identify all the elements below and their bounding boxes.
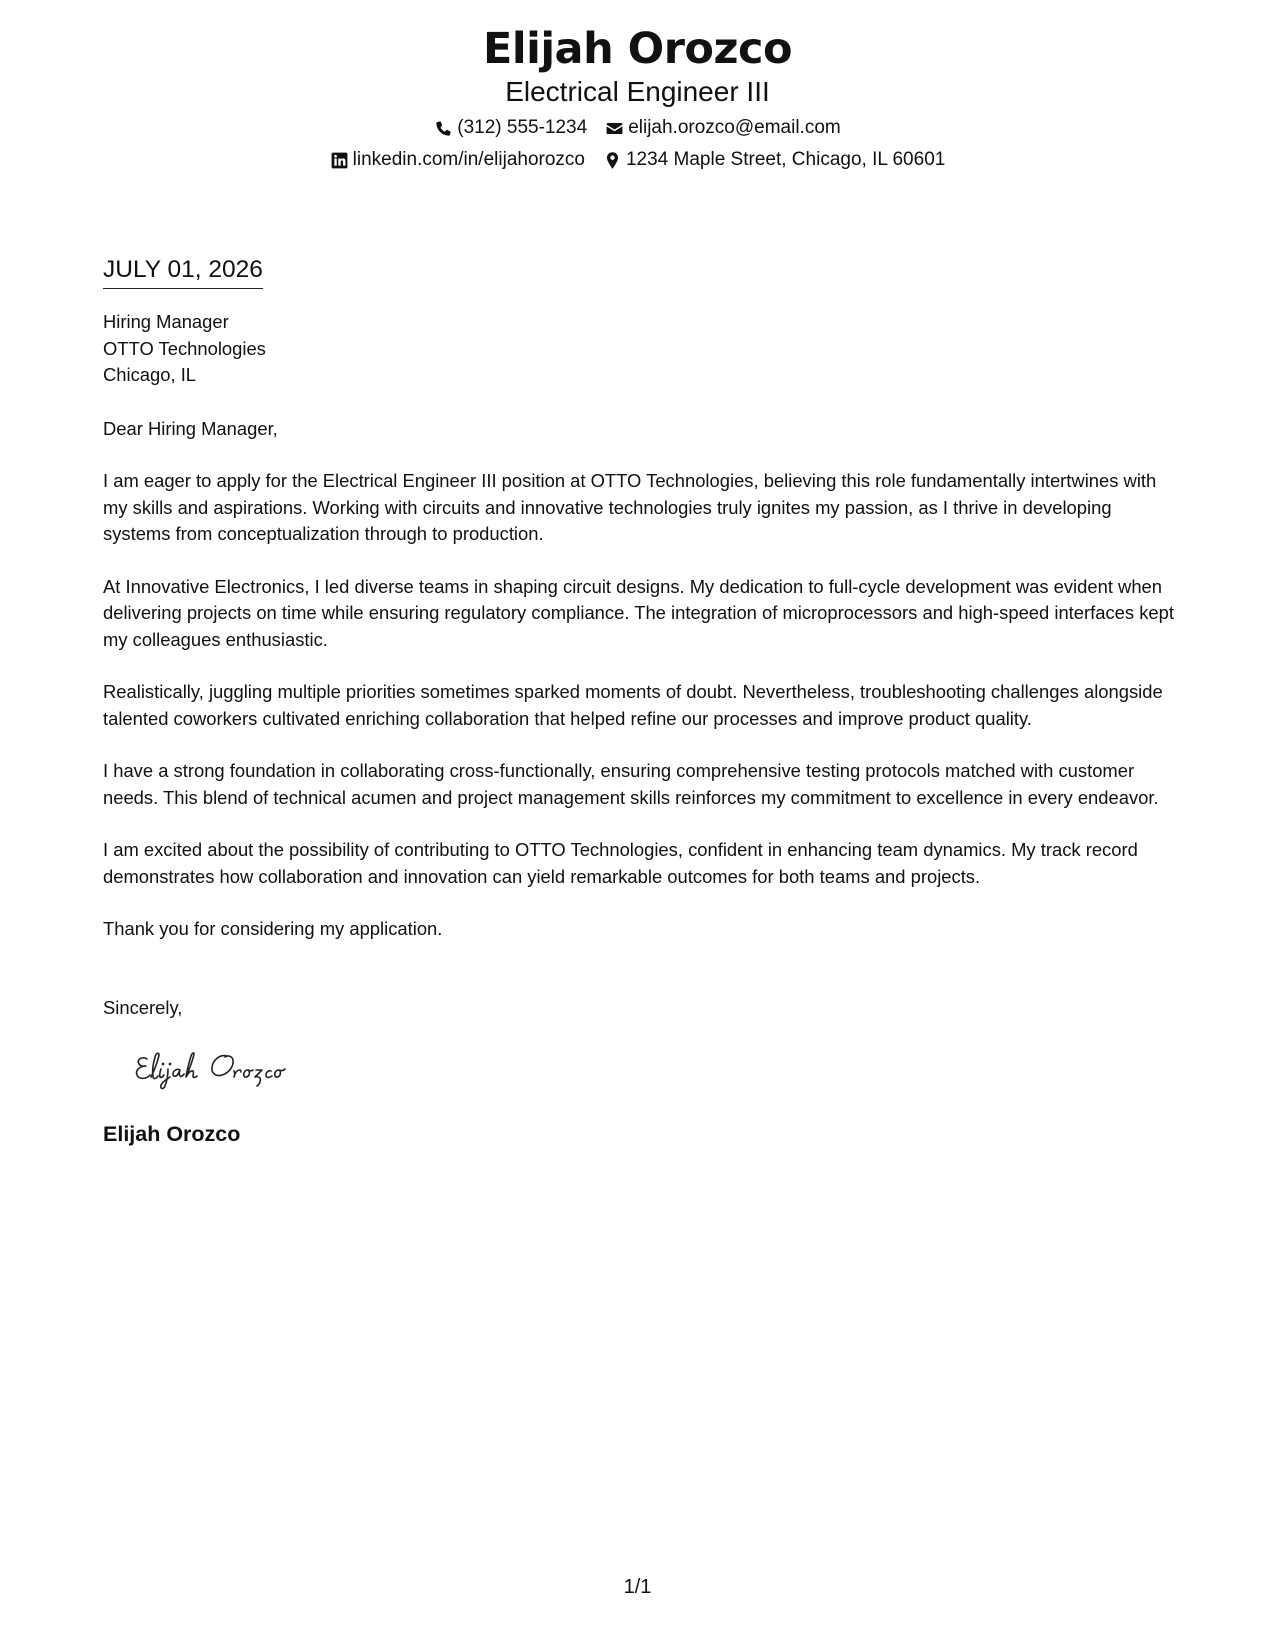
body-paragraph: I am excited about the possibility of contributing to OTTO Technologies, confident in enhancing team dynamics. My track record demonstrates how collaboration and innovation can yield remarkable outcomes for both teams and projects. xyxy=(103,839,1138,887)
recipient-line: OTTO Technologies xyxy=(103,337,266,359)
handwritten-signature xyxy=(131,1047,341,1095)
contact-address xyxy=(603,149,945,171)
contact-linkedin xyxy=(330,149,585,171)
contact-phone xyxy=(434,117,587,139)
contact-row-secondary xyxy=(0,149,1275,171)
recipient-line: Chicago, IL xyxy=(103,364,197,385)
letter-header xyxy=(0,22,1275,171)
body-paragraph: I am eager to apply for the Electrical Engineer III position at OTTO Technologies, believing this role fundamentally intertwines with my skills and aspirations. Working with circuits and innovative technologies truly ignites my passion, as I thrive in developing systems from conceptualization through to production. xyxy=(103,470,1157,544)
body-paragraph: I have a strong foundation in collaborating cross-functionally, ensuring comprehensive testing protocols matched with customer needs. This blend of technical acumen and project management skills reinforces my commitment to excellence in every endeavor. xyxy=(103,760,1159,808)
body-paragraph: Realistically, juggling multiple priorities sometimes sparked moments of doubt. Nevertheless, troubleshooting challenges alongside talented coworkers cultivated enriching collaboration that helped refine our processes and improve product quality. xyxy=(103,681,1163,729)
map-marker-icon xyxy=(603,151,622,170)
closing-line: Thank you for considering my application. xyxy=(103,918,443,939)
signoff: Sincerely, xyxy=(103,996,183,1018)
letter-body xyxy=(103,255,1183,1147)
signed-name: Elijah Orozco xyxy=(103,1121,241,1146)
email-text: elijah.orozco@email.com xyxy=(628,117,841,138)
body-paragraph: At Innovative Electronics, I led diverse teams in shaping circuit designs. My dedication to full-cycle development was evident when delivering projects on time while ensuring regulatory compliance. The integration of microprocessors and high-speed interfaces kept my colleagues enthusiastic. xyxy=(103,575,1174,650)
phone-text: (312) 555-1234 xyxy=(457,117,588,138)
phone-icon xyxy=(434,119,453,138)
applicant-title: Electrical Engineer III xyxy=(505,76,770,107)
letter-date: JULY 01, 2026 xyxy=(103,255,263,289)
contact-email xyxy=(605,117,841,139)
linkedin-text: linkedin.com/in/elijahorozco xyxy=(352,149,585,170)
linkedin-icon xyxy=(330,151,349,170)
salutation: Dear Hiring Manager, xyxy=(103,417,278,439)
contact-row-primary xyxy=(0,117,1275,139)
page-number: 1/1 xyxy=(623,1576,652,1598)
recipient-block xyxy=(103,309,1183,389)
address-text: 1234 Maple Street, Chicago, IL 60601 xyxy=(625,149,946,170)
envelope-icon xyxy=(605,119,624,138)
recipient-line: Hiring Manager xyxy=(103,311,229,332)
applicant-name: Elijah Orozco xyxy=(482,24,793,74)
